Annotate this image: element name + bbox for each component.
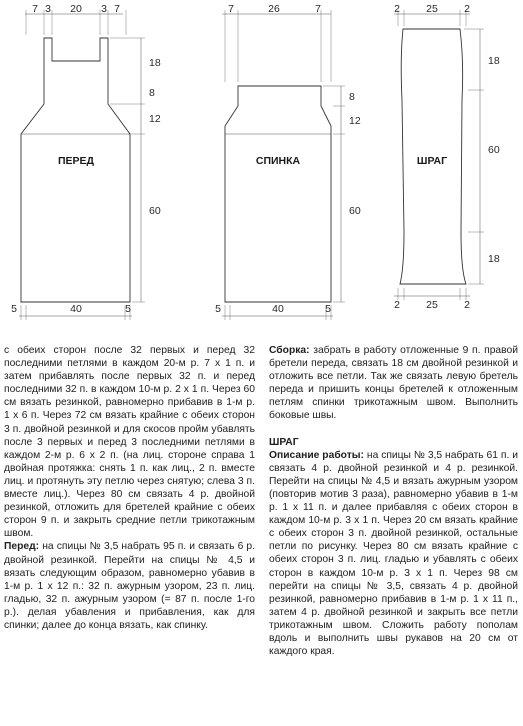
- instructions-left-column: [4, 344, 255, 632]
- front-bottom-dim: 5: [11, 303, 17, 315]
- shrug-top-dim: 2: [394, 3, 400, 15]
- back-side-dim: 12: [349, 115, 361, 127]
- instructions-right-column: [269, 344, 518, 658]
- back-top-dim: 7: [228, 3, 234, 15]
- back-label: СПИНКА: [255, 155, 301, 167]
- assembly-text: забрать в работу отложенные 9 п. правой бретели переда, связать 18 см двойной резинкой и отложить все петли. Так же связать левую бретель переда и пришить концы бретелей к отложенным петлям спинки трикотажным швом. Выполнить боковые швы.: [269, 345, 518, 422]
- assembly-heading: Сборка:: [269, 345, 310, 356]
- work-description-heading: Описание работы:: [269, 449, 364, 461]
- shrug-bottom-dim: 2: [394, 299, 400, 311]
- shrug-top-dim: 25: [426, 3, 438, 15]
- shrug-side-dim: 60: [488, 144, 500, 156]
- front-instructions-text: на спицы № 3,5 набрать 95 п. и связать 6 р. двойной резинкой. Перейти на спицы № 4,5 и вязать следующим образом, равномерно убавив в 1-м р. 1 х 12 п.: 32 п. ажурным узором, 23 п. лиц. гладью, 32 п. ажурным узором (= 87 п. после 1-го р.). делая убавления и прибавления, как для спинки; далее до конца вязать, как спинку.: [4, 541, 255, 631]
- front-heading: Перед:: [4, 541, 40, 553]
- shrug-label: ШРАГ: [416, 155, 448, 167]
- back-bottom-dim: 5: [215, 303, 221, 315]
- shrug-bottom-dim: 2: [464, 299, 470, 311]
- back-side-dim: 60: [349, 205, 361, 217]
- back-side-dim: 8: [349, 91, 355, 103]
- front-top-dim: 3: [101, 3, 107, 15]
- front-side-dim: 12: [149, 113, 161, 125]
- front-label: ПЕРЕД: [57, 155, 95, 167]
- front-instructions: [4, 540, 255, 632]
- back-top-dim: 7: [315, 3, 321, 15]
- front-top-dim: 7: [32, 3, 38, 15]
- shrug-side-dim: 18: [488, 55, 500, 67]
- back-instructions-continued: с обеих сторон после 32 первых и перед 32 последними петлями в каждом 20-м р. 7 х 1 п. и затем прибавлять после первых 32 п. и перед последними 32 п. в каждом 10-м р. 2 х 1 п. Через 60 см вязать резинкой, равномерно прибавив в 1-м р. 1 х 6 п. Через 72 см вязать крайние с обеих сторон 3 п. двойной резинкой и для скосов пройм убавлять после 3 первых и перед 3 последними петлями в каждом 2-м р. 6 х 2 п. (на лиц. стороне справа 1 двойная протяжка: снять 1 п. как лиц., 2 п. вместе лиц. и протянуть эту петлю через снятую; слева 3 п. вместе лиц.). Через 80 см связать 4 р. двойной резинкой, отложить для бретелей крайние с обеих сторон 9 п. и закрыть средние петли трикотажным швом.: [4, 345, 255, 540]
- pattern-diagram: [0, 0, 523, 340]
- front-bottom-dim: 5: [125, 303, 131, 315]
- front-outline: [21, 38, 130, 302]
- assembly-instructions: [269, 344, 518, 423]
- front-top-dim: 3: [45, 3, 51, 15]
- back-outline: [225, 86, 331, 302]
- front-side-dim: 18: [149, 57, 161, 69]
- shrug-bottom-dim: 25: [426, 299, 438, 311]
- front-top-dim: 20: [70, 3, 82, 15]
- back-top-dim: 26: [268, 3, 280, 15]
- shrug-instructions-text: на спицы № 3,5 набрать 61 п. и связать 4 р. двойной резинкой и 4 р. резинкой. Перейти на спицы № 4,5 и вязать ажурным узором (повторив мотив 3 раза), равномерно убавив в 1-м р. 1 х 11 п. и далее прибавляя с обеих сторон в каждом 10-м р. 3 х 1 п. Через 20 см вязать крайние с обеих сторон 3 п. двойной резинкой, остальные петли по рисунку. Через 80 см вязать крайние с обеих сторон 3 п. лиц. гладью и убавлять с обеих сторон в каждом 10-м р. 3 х 1 п. Через 98 см перейти на спицы № 3,5, связать 4 р. двойной резинкой, равномерно прибавив в 1-м р. 1 х 11 п., затем 4 р. двойной резинкой и закрыть все петли трикотажным швом. Сложить работу пополам вдоль и выполнить швы рукавов на 20 см от каждого края.: [269, 449, 518, 658]
- shrug-top-dim: 2: [464, 3, 470, 15]
- shrug-instructions: [269, 449, 518, 659]
- front-bottom-dim: 40: [70, 303, 82, 315]
- back-bottom-dim: 40: [272, 303, 284, 315]
- back-bottom-dim: 5: [325, 303, 331, 315]
- shrug-heading: ШРАГ: [269, 436, 299, 448]
- shrug-side-dim: 18: [488, 253, 500, 265]
- front-side-dim: 8: [149, 87, 155, 99]
- front-top-dim: 7: [114, 3, 120, 15]
- front-side-dim: 60: [149, 205, 161, 217]
